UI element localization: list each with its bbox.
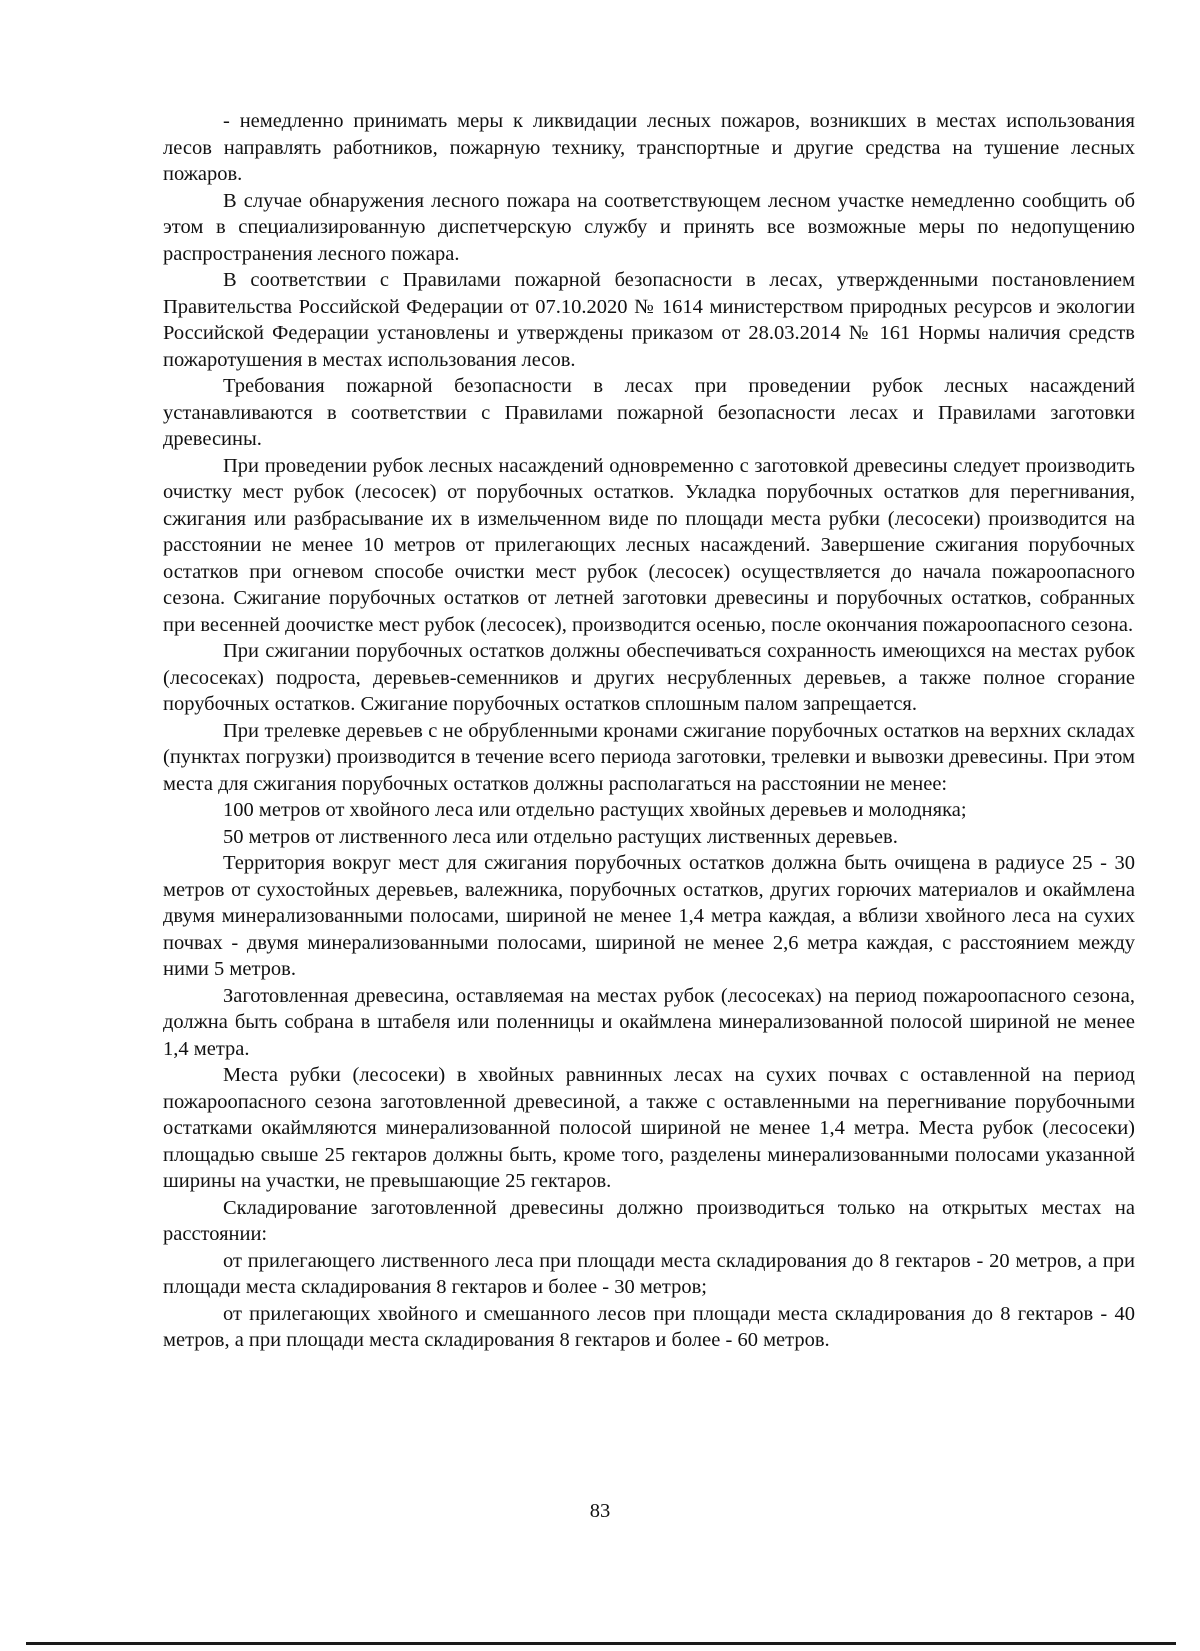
paragraph-site-clearing: При проведении рубок лесных насаждений одновременно с заготовкой древесины следует производить очистку мест рубок (лесосек) от порубочных остатков. Укладка порубочных остатков для перегнивания, сжигания или разбрасывание их в измельченном виде по площади места рубки (лесосеки) производится на расстоянии не менее 10 метров от прилегающих лесных насаждений. Завершение сжигания порубочных остатков при огневом способе очистки мест рубок (лесосек) осуществляется до начала пожароопасного сезона. Сжигание порубочных остатков от летней заготовки древесины и порубочных остатков, собранных при весенней доочистке мест рубок (лесосек), производится осенью, после окончания пожароопасного сезона.: [163, 454, 1135, 636]
paragraph-storage-conifer: от прилегающих хвойного и смешанного лесов при площади места складирования до 8 гектаров - 40 метров, а при площади места складирования 8 гектаров и более - 60 метров.: [163, 1302, 1135, 1351]
paragraph-fire-detection: В случае обнаружения лесного пожара на соответствующем лесном участке немедленно сообщить об этом в специализированную диспетчерскую службу и принять все возможные меры по недопущению распространения лесного пожара.: [163, 189, 1135, 265]
page-number: 83: [589, 1500, 611, 1522]
paragraph-storage-open: Складирование заготовленной древесины должно производиться только на открытых местах на расстоянии:: [163, 1196, 1135, 1245]
paragraph-timber-stacking: Заготовленная древесина, оставляемая на местах рубок (лесосеках) на период пожароопасного сезона, должна быть собрана в штабеля или поленницы и окаймлена минерализованной полосой шириной не менее 1,4 метра.: [163, 984, 1135, 1060]
document-body: [163, 108, 1135, 1354]
paragraph-distance-conifer: 100 метров от хвойного леса или отдельно растущих хвойных деревьев и молодняка;: [223, 799, 967, 821]
paragraph-fire-measures: - немедленно принимать меры к ликвидации лесных пожаров, возникших в местах использования лесов направлять работников, пожарную технику, транспортные и другие средства на тушение лесных пожаров.: [163, 110, 1135, 185]
paragraph-territory-clearing: Территория вокруг мест для сжигания порубочных остатков должна быть очищена в радиусе 25 - 30 метров от сухостойных деревьев, валежника, порубочных остатков, других горючих материалов и окаймлена двумя минерализованными полосами, шириной не менее 1,4 метра каждая, а вблизи хвойного леса на сухих почвах - двумя минерализованными полосами, шириной не менее 2,6 метра каждая, с расстоянием между ними 5 метров.: [163, 852, 1135, 980]
paragraph-storage-deciduous: от прилегающего лиственного леса при площади места складирования до 8 гектаров - 20 метров, а при площади места складирования 8 гектаров и более - 30 метров;: [163, 1249, 1135, 1298]
paragraph-fire-rules: В соответствии с Правилами пожарной безопасности в лесах, утвержденными постановлением Правительства Российской Федерации от 07.10.2020 № 1614 министерством природных ресурсов и экологии Российской Федерации установлены и утверждены приказом от 28.03.2014 № 161 Нормы наличия средств пожаротушения в местах использования лесов.: [163, 269, 1135, 371]
paragraph-skidding-burning: При трелевке деревьев с не обрубленными кронами сжигание порубочных остатков на верхних складах (пунктах погрузки) производится в течение всего периода заготовки, трелевки и вывозки древесины. При этом места для сжигания порубочных остатков должны располагаться на расстоянии не менее:: [163, 719, 1135, 795]
bottom-divider: [26, 1642, 1176, 1645]
paragraph-mineralized-strips: Места рубки (лесосеки) в хвойных равнинных лесах на сухих почвах с оставленной на период пожароопасного сезона заготовленной древесиной, а также с оставленными на перегнивание порубочными остатками окаймляются минерализованной полосой шириной не менее 1,4 метра. Места рубок (лесосеки) площадью свыше 25 гектаров должны быть, кроме того, разделены минерализованными полосами указанной ширины на участки, не превышающие 25 гектаров.: [163, 1064, 1135, 1192]
paragraph-burning-preservation: При сжигании порубочных остатков должны обеспечиваться сохранность имеющихся на местах рубок (лесосеках) подроста, деревьев-семенников и других несрубленных деревьев, а также полное сгорание порубочных остатков. Сжигание порубочных остатков сплошным палом запрещается.: [163, 640, 1135, 715]
paragraph-distance-deciduous: 50 метров от лиственного леса или отдельно растущих лиственных деревьев.: [223, 825, 898, 848]
paragraph-felling-requirements: Требования пожарной безопасности в лесах при проведении рубок лесных насаждений устанавливаются в соответствии с Правилами пожарной безопасности лесах и Правилами заготовки древесины.: [163, 375, 1135, 450]
